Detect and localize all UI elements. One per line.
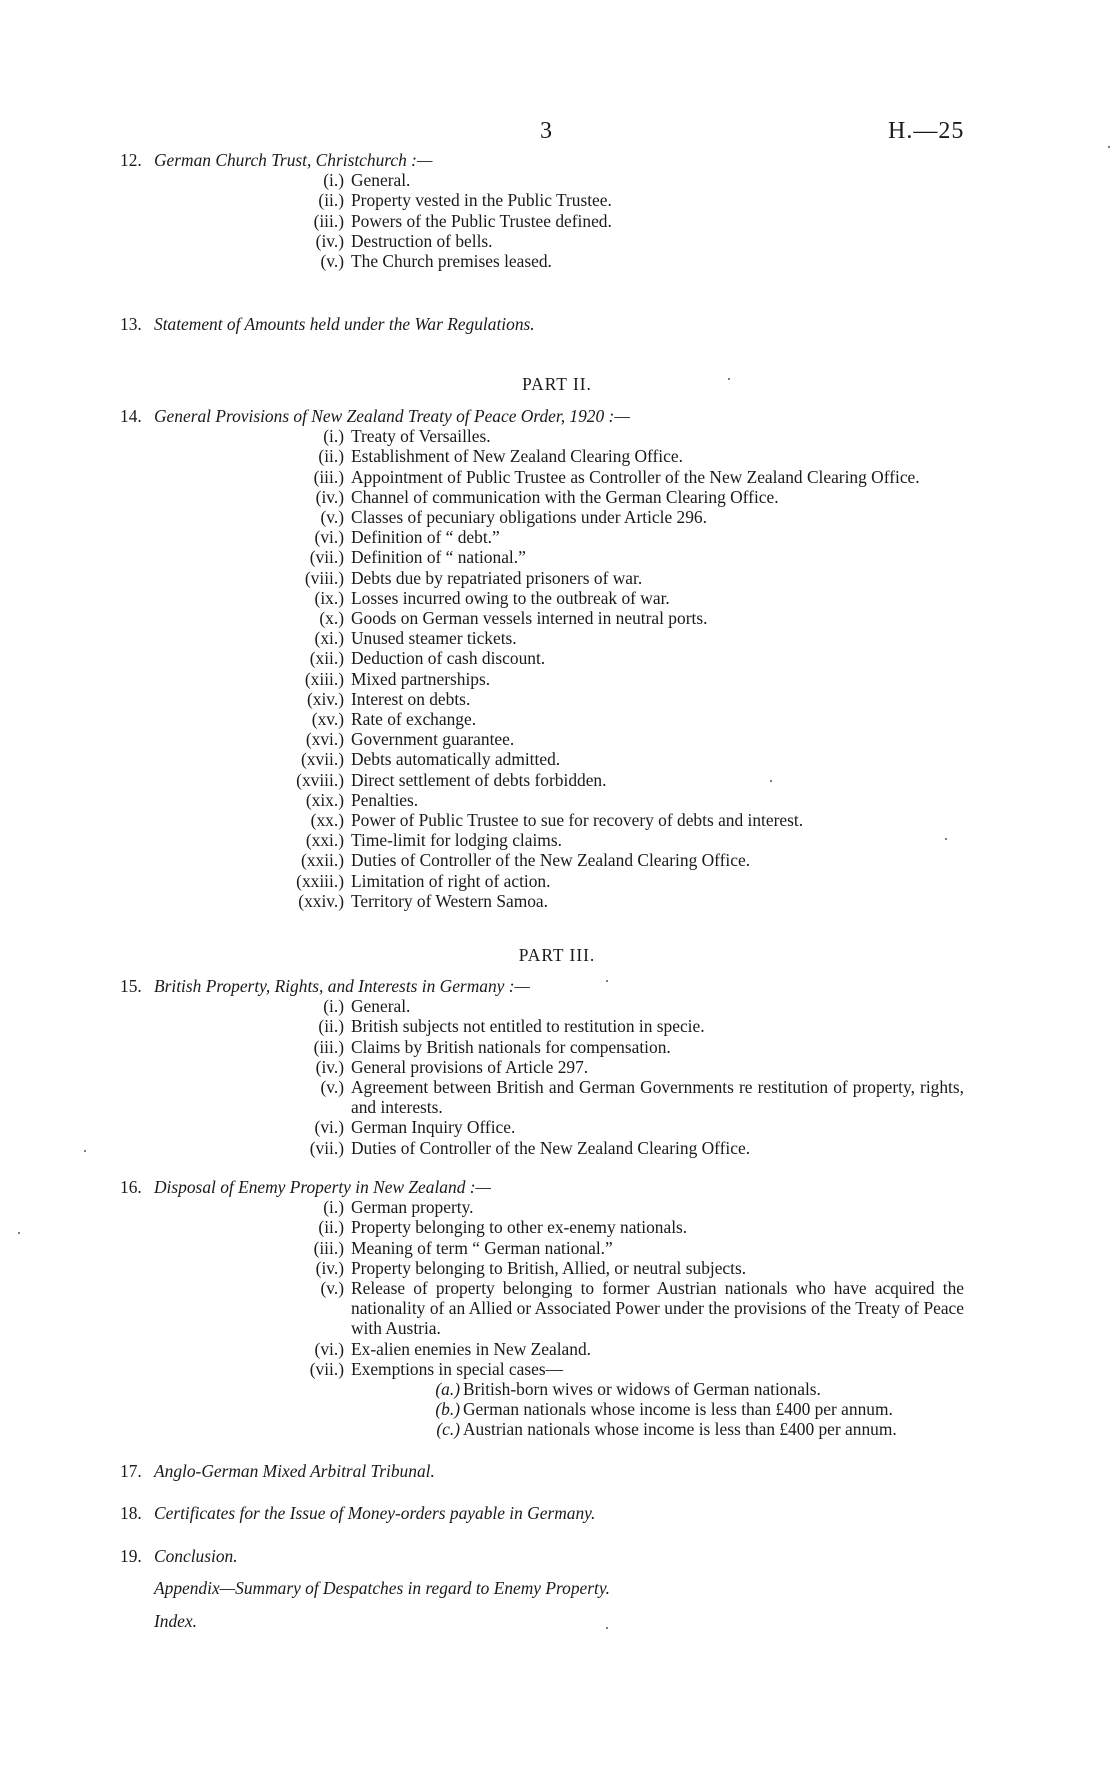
section-number: 18. [120, 1503, 142, 1523]
list-item [120, 891, 964, 911]
item-numeral: (i.) [323, 1197, 344, 1218]
section-19 [120, 1546, 964, 1566]
list-item [120, 1258, 964, 1278]
item-numeral: (ix.) [314, 587, 344, 608]
item-numeral: (xi.) [314, 628, 344, 649]
item-letter: (c.) [436, 1419, 460, 1440]
section-18 [120, 1503, 964, 1523]
list-item [120, 709, 964, 729]
list-item [120, 1197, 964, 1217]
list-item [120, 1016, 964, 1036]
item-numeral: (xxiv.) [298, 890, 344, 911]
item-numeral: (vii.) [309, 547, 344, 568]
item-numeral: (v.) [320, 1077, 344, 1098]
part-3-heading: PART III. [518, 945, 596, 965]
part-2-heading: PART II. [522, 374, 592, 394]
section-number: 12. [120, 150, 142, 170]
item-text: Interest on debts. [351, 688, 471, 709]
scan-speck [728, 378, 730, 380]
item-numeral: (xii.) [309, 648, 344, 669]
list-item [120, 1217, 964, 1237]
list-item [120, 810, 964, 830]
scan-speck [84, 1150, 86, 1152]
list-item [120, 568, 964, 588]
appendix-line: Appendix—Summary of Despatches in regard to Enemy Property. [154, 1578, 610, 1598]
section-title: British Property, Rights, and Interests in Germany :— [154, 976, 530, 996]
item-text: Definition of “ national.” [351, 547, 526, 568]
item-numeral: (vi.) [314, 1338, 344, 1359]
list-item [120, 231, 964, 251]
list-item [120, 467, 964, 487]
list-item [120, 1278, 964, 1339]
section-title: Certificates for the Issue of Money-orders payable in Germany. [154, 1503, 596, 1523]
sub-list-item [120, 1399, 964, 1419]
list-item [120, 507, 964, 527]
item-numeral: (xxiii.) [296, 870, 344, 891]
item-numeral: (xv.) [311, 709, 344, 730]
item-text: Channel of communication with the German Clearing Office. [351, 486, 779, 507]
item-text: Ex-alien enemies in New Zealand. [351, 1338, 591, 1359]
section-number: 15. [120, 976, 142, 996]
item-text: Destruction of bells. [351, 230, 493, 251]
list-item [120, 1037, 964, 1057]
item-numeral: (xviii.) [296, 769, 344, 790]
item-numeral: (v.) [320, 507, 344, 528]
list-item [120, 628, 964, 648]
item-numeral: (iv.) [315, 1056, 344, 1077]
section-title: German Church Trust, Christchurch :— [154, 150, 433, 170]
item-numeral: (vi.) [314, 1117, 344, 1138]
item-numeral: (xiii.) [304, 668, 344, 689]
item-text: Government guarantee. [351, 729, 515, 750]
section-16-subitems [120, 1379, 964, 1440]
section-number: 17. [120, 1461, 142, 1481]
item-text: Duties of Controller of the New Zealand Clearing Office. [351, 1137, 751, 1158]
item-text: Limitation of right of action. [351, 870, 551, 891]
list-item [120, 1238, 964, 1258]
list-item [120, 426, 964, 446]
item-numeral: (i.) [323, 170, 344, 191]
item-numeral: (i.) [323, 426, 344, 447]
item-numeral: (vii.) [309, 1137, 344, 1158]
list-item [120, 527, 964, 547]
list-item [120, 871, 964, 891]
item-text: Rate of exchange. [351, 709, 477, 730]
item-text: Direct settlement of debts forbidden. [351, 769, 607, 790]
scan-speck [770, 780, 772, 782]
list-item [120, 729, 964, 749]
list-item [120, 996, 964, 1016]
item-text: Goods on German vessels interned in neutral ports. [351, 608, 708, 629]
item-numeral: (ii.) [318, 190, 344, 211]
item-text: Debts due by repatriated prisoners of war. [351, 567, 643, 588]
item-numeral: (iv.) [315, 230, 344, 251]
item-text: British-born wives or widows of German nationals. [463, 1379, 821, 1400]
list-item [120, 608, 964, 628]
list-item [120, 1359, 964, 1379]
item-text: Debts automatically admitted. [351, 749, 561, 770]
scan-speck [1108, 146, 1110, 148]
item-text: General. [351, 170, 411, 191]
item-text: Deduction of cash discount. [351, 648, 546, 669]
list-item [120, 850, 964, 870]
item-text: Treaty of Versailles. [351, 426, 491, 447]
list-item [120, 1077, 964, 1117]
item-numeral: (ii.) [318, 446, 344, 467]
section-12-heading [120, 150, 964, 170]
item-text: Exemptions in special cases— [351, 1358, 564, 1379]
item-text: German property. [351, 1197, 474, 1218]
list-item [120, 251, 964, 271]
section-14-items [120, 426, 964, 911]
section-16 [120, 1177, 964, 1440]
scan-speck [18, 1232, 20, 1234]
section-number: 13. [120, 314, 142, 334]
item-numeral: (vii.) [309, 1358, 344, 1379]
item-numeral: (i.) [323, 996, 344, 1017]
item-numeral: (xxi.) [305, 830, 344, 851]
section-17 [120, 1461, 964, 1481]
document-reference: H.—25 [888, 118, 965, 144]
list-item [120, 487, 964, 507]
index-line: Index. [154, 1611, 197, 1631]
list-item [120, 588, 964, 608]
list-item [120, 1138, 964, 1158]
item-text: Losses incurred owing to the outbreak of war. [351, 587, 670, 608]
list-item [120, 689, 964, 709]
item-text: Austrian nationals whose income is less than £400 per annum. [463, 1419, 897, 1440]
item-text: Establishment of New Zealand Clearing Office. [351, 446, 683, 467]
item-numeral: (iv.) [315, 1257, 344, 1278]
item-text: Time-limit for lodging claims. [351, 830, 562, 851]
item-text: Unused steamer tickets. [351, 628, 517, 649]
section-15-items [120, 996, 964, 1158]
list-item [120, 446, 964, 466]
item-letter: (b.) [435, 1399, 460, 1420]
scan-speck [945, 838, 947, 840]
section-title: Conclusion. [154, 1546, 238, 1566]
list-item [120, 669, 964, 689]
item-text: Powers of the Public Trustee defined. [351, 210, 612, 231]
item-numeral: (ii.) [318, 1217, 344, 1238]
item-numeral: (xix.) [305, 789, 344, 810]
section-12-items [120, 170, 964, 271]
item-letter: (a.) [435, 1379, 460, 1400]
item-text: The Church premises leased. [351, 251, 552, 272]
scan-speck [606, 1627, 608, 1629]
section-number: 14. [120, 406, 142, 426]
item-text: German Inquiry Office. [351, 1117, 516, 1138]
item-text: Definition of “ debt.” [351, 527, 500, 548]
scan-speck [606, 980, 608, 982]
item-text: Mixed partnerships. [351, 668, 491, 689]
section-title: Anglo-German Mixed Arbitral Tribunal. [154, 1461, 435, 1481]
section-12 [120, 150, 964, 271]
section-15 [120, 976, 964, 1158]
item-numeral: (iii.) [313, 466, 344, 487]
item-numeral: (x.) [319, 608, 344, 629]
item-text: Property vested in the Public Trustee. [351, 190, 612, 211]
list-item [120, 790, 964, 810]
section-16-items [120, 1197, 964, 1379]
item-numeral: (vi.) [314, 527, 344, 548]
item-numeral: (ii.) [318, 1016, 344, 1037]
list-item [120, 770, 964, 790]
item-text: British subjects not entitled to restitution in specie. [351, 1016, 705, 1037]
item-numeral: (iii.) [313, 1036, 344, 1057]
item-numeral: (iii.) [313, 210, 344, 231]
item-numeral: (xvi.) [305, 729, 344, 750]
item-text: Agreement between British and German Governments re restitution of property, rights, and interests. [351, 1077, 964, 1118]
sub-list-item [120, 1419, 964, 1439]
item-numeral: (xx.) [310, 810, 344, 831]
item-text: Duties of Controller of the New Zealand Clearing Office. [351, 850, 751, 871]
list-item [120, 547, 964, 567]
item-numeral: (xiv.) [306, 688, 344, 709]
section-13 [120, 314, 964, 334]
item-numeral: (v.) [320, 1278, 344, 1299]
item-numeral: (v.) [320, 251, 344, 272]
item-text: Property belonging to other ex-enemy nationals. [351, 1217, 688, 1238]
section-number: 19. [120, 1546, 142, 1566]
sub-list-item [120, 1379, 964, 1399]
item-numeral: (viii.) [304, 567, 344, 588]
item-text: Release of property belonging to former Austrian nationals who have acquired the nationality of an Allied or Associated Power under the provisions of the Treaty of Peace with Austria. [351, 1278, 964, 1339]
list-item [120, 190, 964, 210]
item-text: Power of Public Trustee to sue for recovery of debts and interest. [351, 810, 804, 831]
section-title: Disposal of Enemy Property in New Zealand :— [154, 1177, 491, 1197]
item-text: Claims by British nationals for compensation. [351, 1036, 671, 1057]
item-text: Penalties. [351, 789, 419, 810]
item-text: Classes of pecuniary obligations under Article 296. [351, 507, 707, 528]
item-text: General provisions of Article 297. [351, 1056, 589, 1077]
list-item [120, 1339, 964, 1359]
section-title: General Provisions of New Zealand Treaty of Peace Order, 1920 :— [154, 406, 630, 426]
list-item [120, 170, 964, 190]
item-text: Property belonging to British, Allied, or neutral subjects. [351, 1257, 747, 1278]
item-numeral: (xxii.) [301, 850, 344, 871]
item-text: Appointment of Public Trustee as Controller of the New Zealand Clearing Office. [351, 466, 920, 487]
list-item [120, 648, 964, 668]
item-text: Territory of Western Samoa. [351, 890, 548, 911]
list-item [120, 1117, 964, 1137]
item-text: German nationals whose income is less than £400 per annum. [463, 1399, 893, 1420]
section-title: Statement of Amounts held under the War Regulations. [154, 314, 535, 334]
item-numeral: (xvii.) [301, 749, 344, 770]
item-text: Meaning of term “ German national.” [351, 1237, 613, 1258]
list-item [120, 830, 964, 850]
list-item [120, 749, 964, 769]
section-14 [120, 406, 964, 911]
page-number: 3 [540, 118, 552, 144]
item-numeral: (iii.) [313, 1237, 344, 1258]
item-numeral: (iv.) [315, 486, 344, 507]
item-text: General. [351, 996, 411, 1017]
list-item [120, 1057, 964, 1077]
list-item [120, 211, 964, 231]
section-number: 16. [120, 1177, 142, 1197]
